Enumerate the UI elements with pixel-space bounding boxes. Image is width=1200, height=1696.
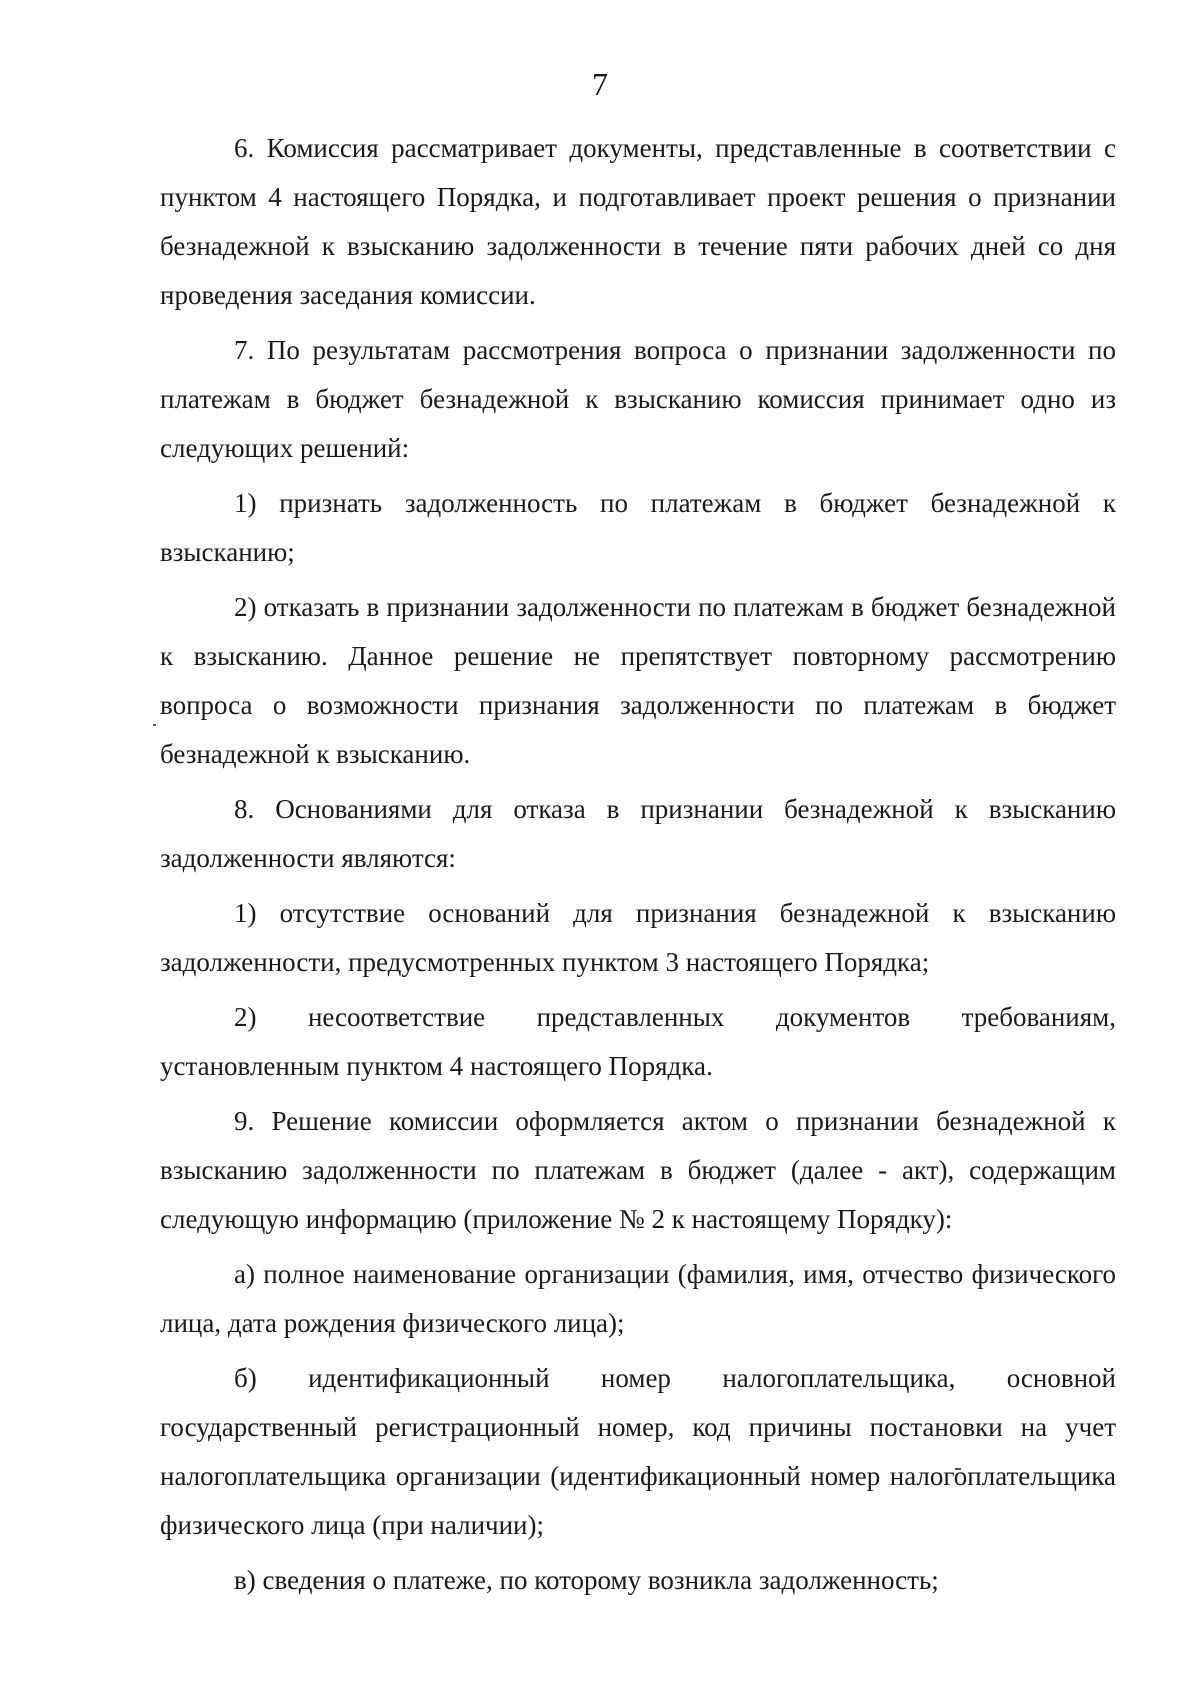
page-number: 7	[592, 66, 608, 102]
paragraph-9-item-b: б) идентификационный номер налогоплательщика, основной государственный регистрационный номер, код причины постановки на учет налогоплательщика организации (идентификационный номер налогоплательщика физического лица (при наличии);	[160, 1363, 1116, 1540]
paragraph-7: 7. По результатам рассмотрения вопроса о признании задолженности по платежам в бюджет безнадежной к взысканию комиссия принимает одно из следующих решений:	[160, 335, 1116, 463]
paragraph-7-item-2: 2) отказать в признании задолженности по платежам в бюджет безнадежной к взысканию. Данное решение не препятствует повторному рассмотрению вопроса о возможности признания задолженности по платежам в бюджет безнадежной к взысканию.	[160, 592, 1116, 769]
paragraph-9: 9. Решение комиссии оформляется актом о признании безнадежной к взысканию задолженности по платежам в бюджет (далее - акт), содержащим следующую информацию (приложение № 2 к настоящему Порядку):	[160, 1106, 1116, 1234]
paragraph-8-item-1: 1) отсутствие оснований для признания безнадежной к взысканию задолженности, предусмотренных пунктом 3 настоящего Порядка;	[160, 898, 1116, 977]
paragraph-6: 6. Комиссия рассматривает документы, представленные в соответствии с пунктом 4 настоящего Порядка, и подготавливает проект решения о признании безнадежной к взысканию задолженности в течение пяти рабочих дней со дня проведения заседания комиссии.	[160, 133, 1116, 310]
document-body	[160, 124, 1116, 1605]
paragraph-9-item-v: в) сведения о платеже, по которому возникла задолженность;	[234, 1565, 939, 1595]
paragraph-7-item-1: 1) признать задолженность по платежам в бюджет безнадежной к взысканию;	[160, 488, 1116, 567]
paragraph-8-item-2: 2) несоответствие представленных документов требованиям, установленным пунктом 4 настоящего Порядка.	[160, 1002, 1116, 1081]
paragraph-8: 8. Основаниями для отказа в признании безнадежной к взысканию задолженности являются:	[160, 794, 1116, 873]
paragraph-9-item-a: а) полное наименование организации (фамилия, имя, отчество физического лица, дата рождения физического лица);	[160, 1259, 1116, 1338]
scan-mark	[153, 724, 156, 726]
